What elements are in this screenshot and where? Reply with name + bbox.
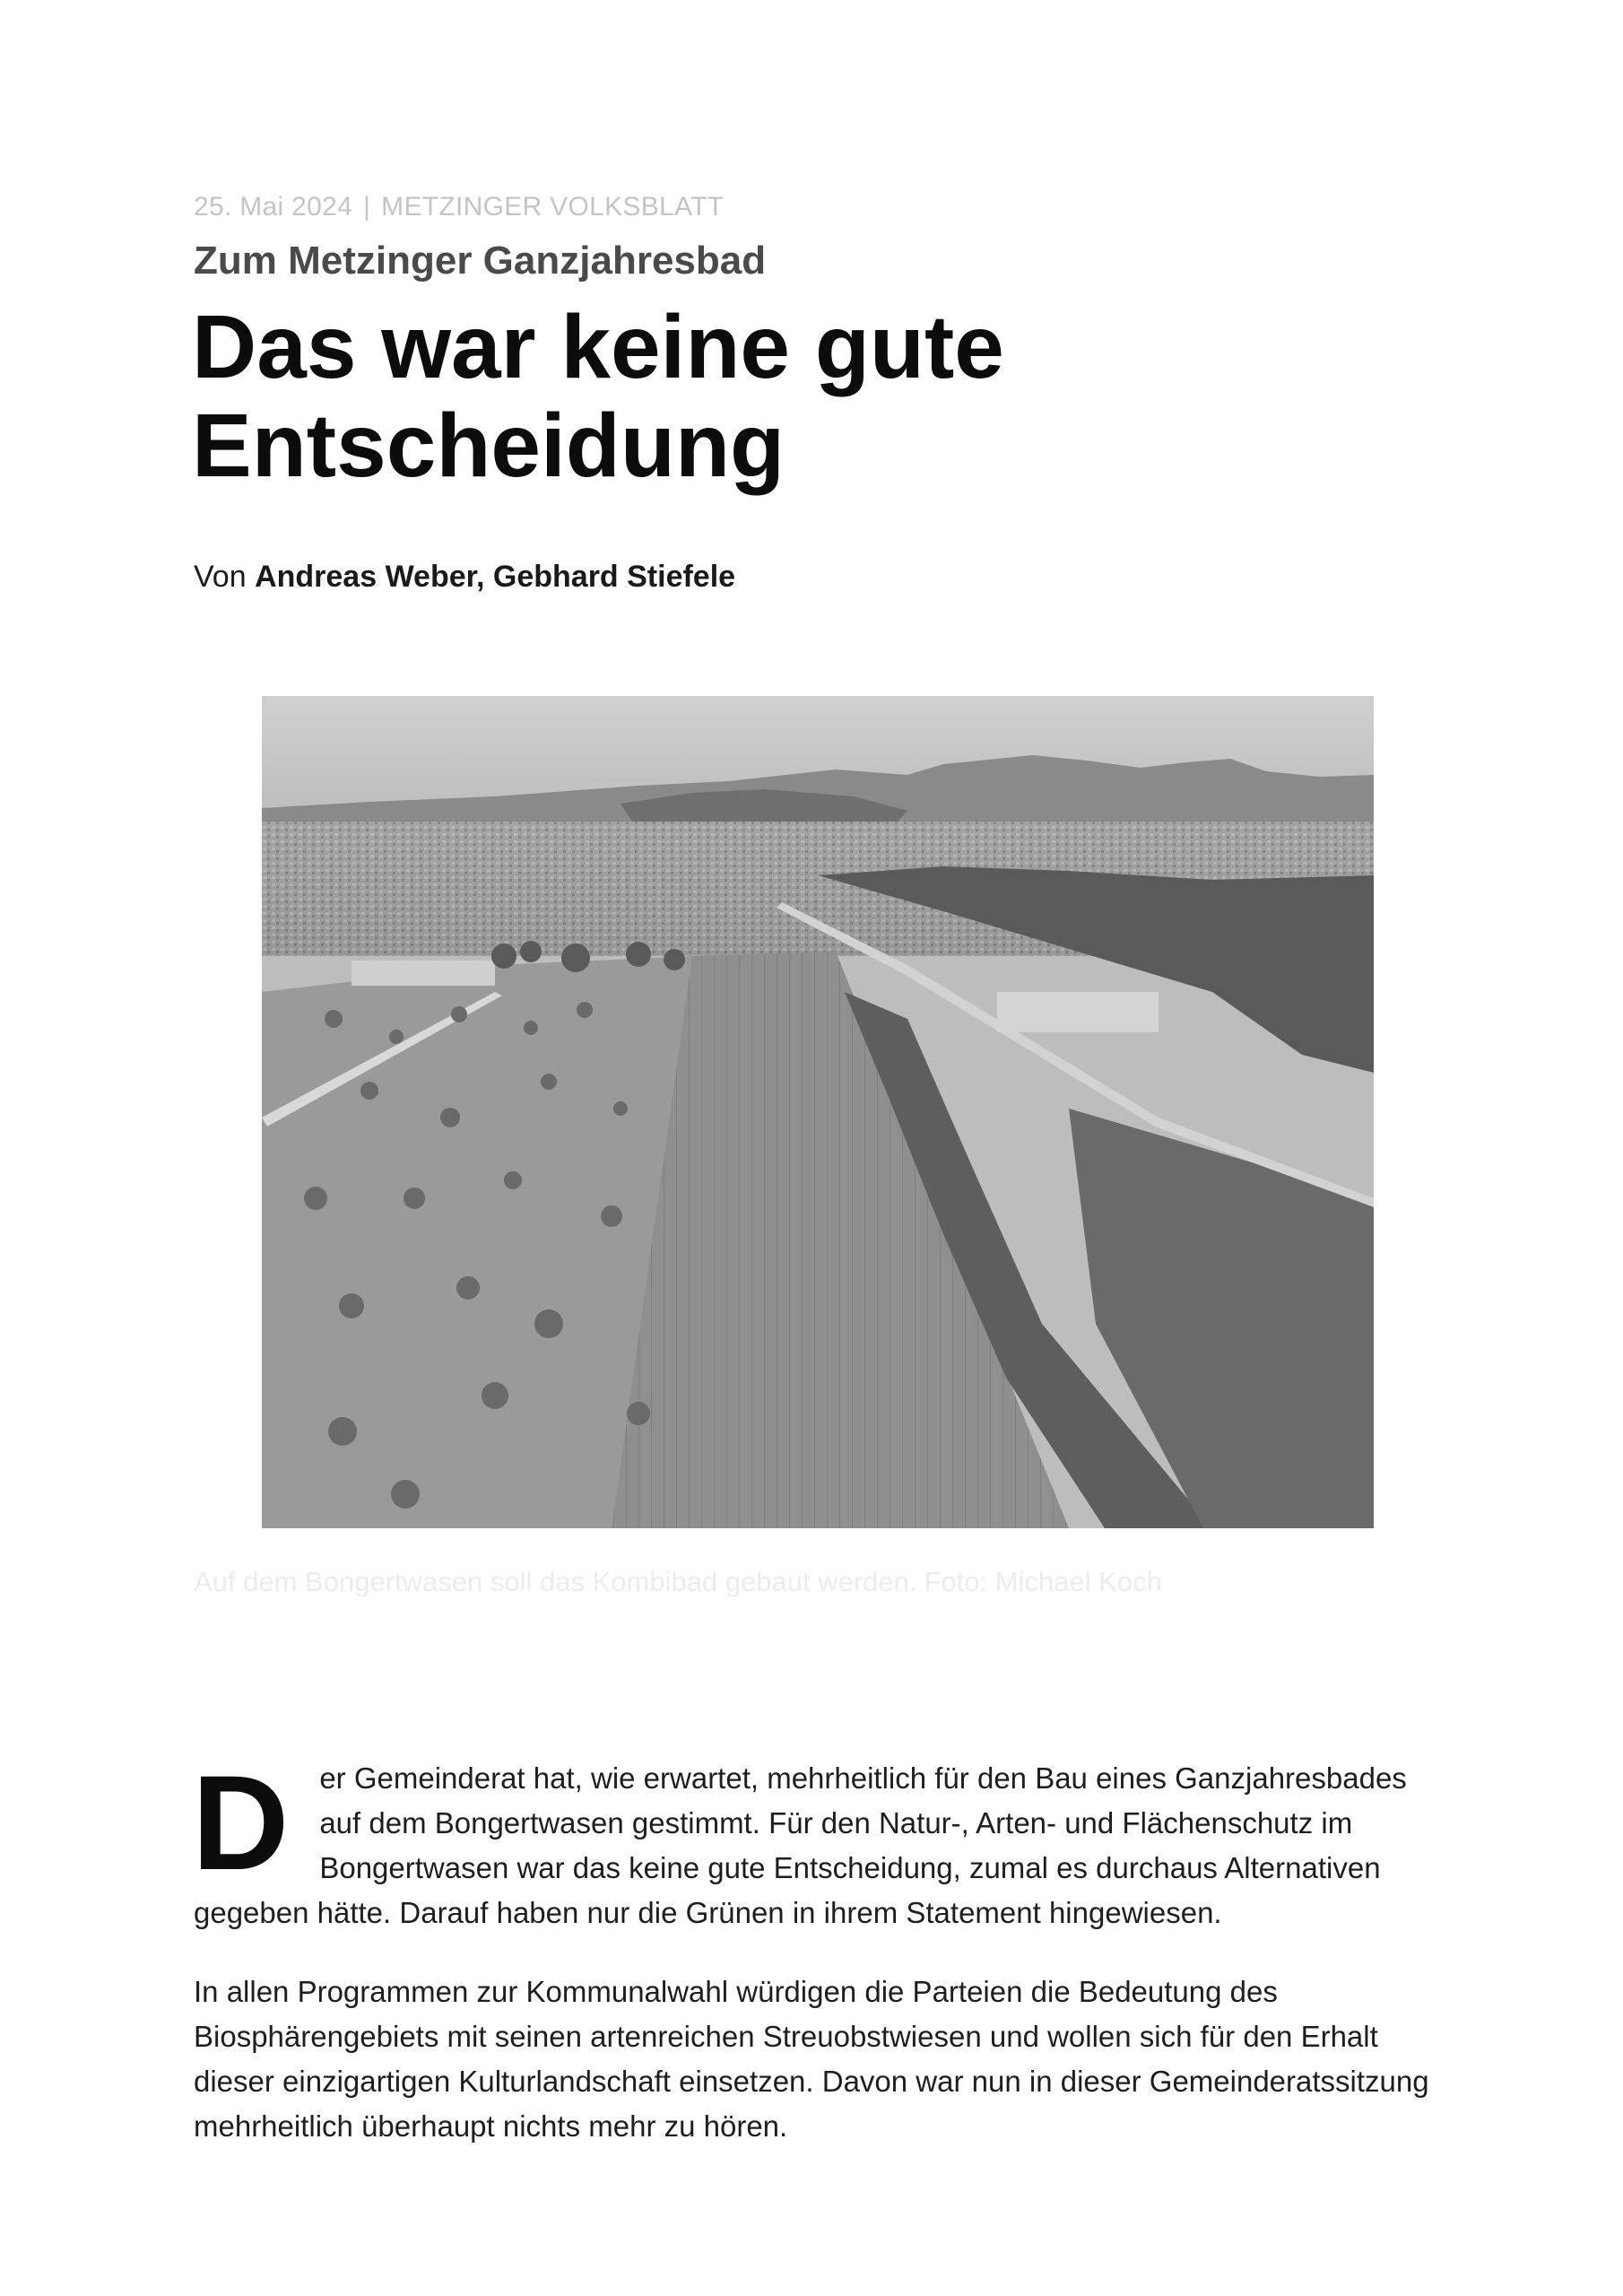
publish-date: 25. Mai 2024 [194, 192, 353, 222]
building-right [997, 992, 1159, 1032]
photo-caption [194, 1566, 1162, 1598]
article-kicker: Zum Metzinger Ganzjahresbad [194, 239, 767, 283]
byline [194, 560, 735, 595]
article-paragraph-2: In allen Programmen zur Kommunalwahl würdigen die Parteien die Bedeutung des Biosphärengebiets mit seinen artenreichen Streuobstwiesen und wollen sich für den Erhalt dieser einzigartigen Kulturlandschaft einsetzen. Davon war nun in dieser Gemeinderatssitzung mehrheitlich überhaupt nichts mehr zu hören. [194, 1975, 1429, 2143]
building-left [352, 961, 495, 986]
article-body [192, 1747, 1449, 2183]
meta-separator: | [363, 192, 371, 222]
byline-prefix: Von [194, 560, 247, 594]
drop-cap: D [192, 1747, 290, 1898]
aerial-landscape-image [262, 696, 1374, 1528]
source-name: METZINGER VOLKSBLATT [381, 192, 725, 222]
byline-authors: Andreas Weber, Gebhard Stiefele [255, 560, 736, 594]
article-paragraph-1 [192, 1747, 1449, 1935]
photo-credit: Foto: Michael Koch [924, 1566, 1162, 1597]
article-meta [194, 192, 724, 222]
paragraph-1-text: er Gemeinderat hat, wie erwartet, mehrheitlich für den Bau eines Ganzjahresbades auf dem Bongertwasen gestimmt. Für den Natur-, Arten- und Flächenschutz im Bongertwasen war das keine gute Entscheidung, zumal es durchaus Alternativen gegeben hätte. Darauf haben nur die Grünen in ihrem Statement hingewiesen. [194, 1761, 1407, 1929]
caption-text: Auf dem Bongertwasen soll das Kombibad gebaut werden. [194, 1566, 917, 1597]
article-headline: Das war keine gute Entscheidung [192, 297, 1004, 496]
article-photo [262, 696, 1374, 1528]
